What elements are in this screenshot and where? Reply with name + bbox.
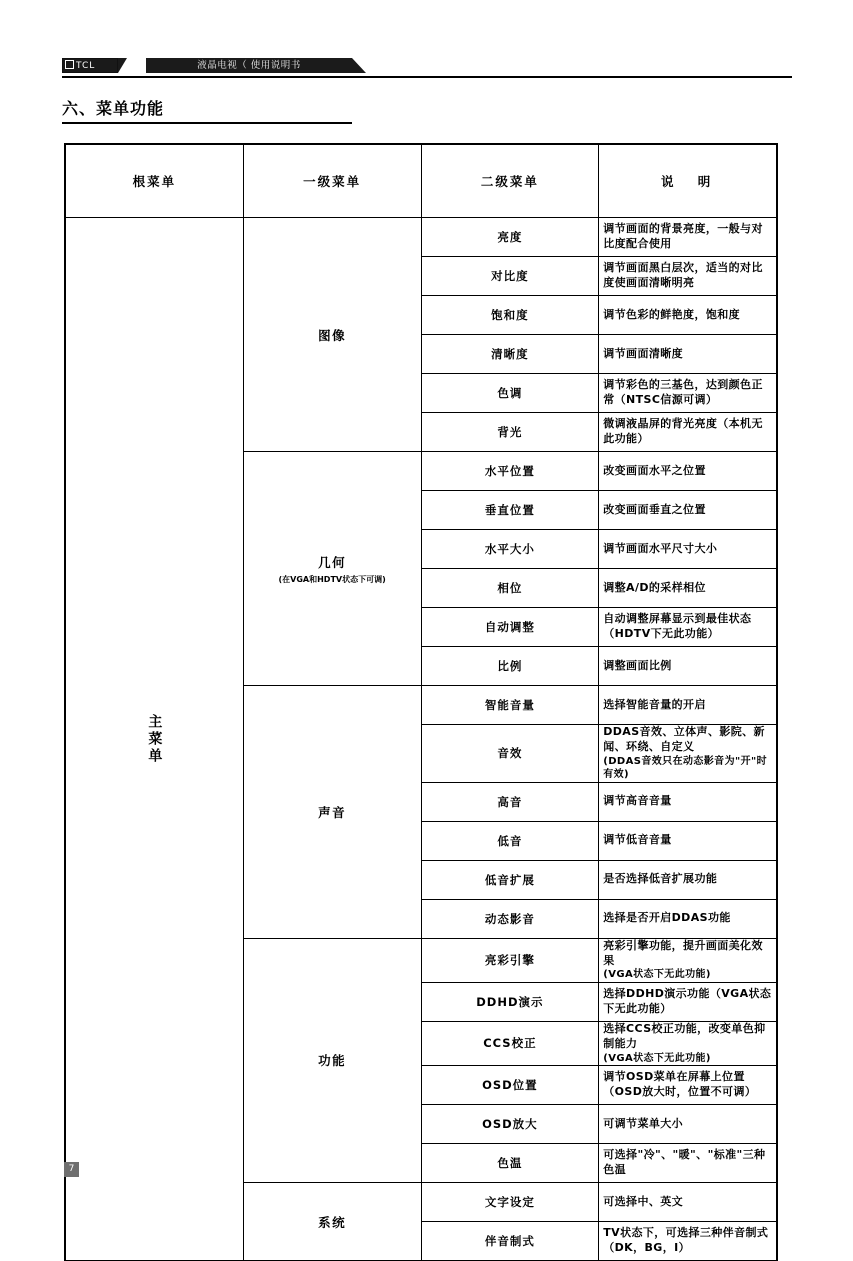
desc-line1: 改变画面水平之位置: [603, 463, 706, 477]
cell-level2: 比例: [421, 647, 599, 686]
desc-line1: 调节画面水平尺寸大小: [603, 541, 718, 555]
cell-level1-sound: [243, 686, 421, 939]
cell-description: [599, 1144, 777, 1183]
cell-description: [599, 218, 777, 257]
cell-level2: 饱和度: [421, 296, 599, 335]
cell-level2: 动态影音: [421, 899, 599, 938]
cell-description: [599, 296, 777, 335]
desc-line1: 选择CCS校正功能，改变单色抑制能力: [603, 1021, 766, 1050]
cell-description: [599, 725, 777, 783]
cell-level1-system: [243, 1183, 421, 1261]
cell-level2: 自动调整: [421, 608, 599, 647]
level1-label: 几何: [318, 554, 347, 570]
cell-description: [599, 982, 777, 1021]
section-underline: [62, 122, 352, 124]
desc-line1: 自动调整屏幕显示到最佳状态（HDTV下无此功能）: [603, 612, 752, 640]
cell-description: [599, 686, 777, 725]
desc-line1: 选择智能音量的开启: [603, 697, 706, 711]
cell-description: [599, 374, 777, 413]
header-level2-menu: 二级菜单: [421, 145, 599, 218]
cell-description: [599, 1021, 777, 1065]
cell-description: [599, 608, 777, 647]
cell-level2: 背光: [421, 413, 599, 452]
desc-line1: TV状态下，可选择三种伴音制式（DK，BG，I）: [603, 1226, 769, 1255]
root-menu-label: 主菜单: [146, 713, 163, 765]
brand-logo: [62, 58, 118, 73]
cell-level2: 高音: [421, 782, 599, 821]
header-level1-menu: 一级菜单: [243, 145, 421, 218]
desc-line1: 是否选择低音扩展功能: [603, 872, 718, 886]
section-title: 六、菜单功能: [62, 99, 165, 118]
cell-description: [599, 782, 777, 821]
cell-level2: 文字设定: [421, 1183, 599, 1222]
desc-line1: 调节画面清晰度: [603, 346, 684, 360]
level1-label: 功能: [318, 1053, 347, 1069]
cell-level2: 音效: [421, 725, 599, 783]
menu-function-table: [65, 144, 777, 1261]
brand-name: TCL: [76, 61, 96, 71]
desc-line1: 调节OSD菜单在屏幕上位置（OSD放大时，位置不可调）: [603, 1070, 757, 1099]
cell-level2: CCS校正: [421, 1021, 599, 1065]
desc-line1: 调节低音音量: [603, 833, 672, 847]
desc-line1: 可选择"冷"、"暖"、"标准"三种色温: [603, 1148, 766, 1177]
header-description: 说 明: [599, 145, 777, 218]
table-row: [66, 218, 777, 257]
cell-level2: 亮度: [421, 218, 599, 257]
cell-description: [599, 899, 777, 938]
cell-description: [599, 1066, 777, 1105]
desc-line1: 可选择中、英文: [603, 1194, 684, 1208]
cell-level1-geometry: [243, 452, 421, 686]
cell-level2: OSD放大: [421, 1105, 599, 1144]
desc-line1: 选择是否开启DDAS功能: [603, 911, 731, 925]
cell-level2: 清晰度: [421, 335, 599, 374]
document-title: 液晶电视（ 使用说明书: [197, 60, 301, 71]
desc-line2: (VGA状态下无此功能): [603, 969, 711, 981]
desc-line1: 调节色彩的鲜艳度，饱和度: [603, 307, 741, 321]
desc-line1: 调节彩色的三基色，达到颜色正常（NTSC信源可调）: [603, 378, 763, 406]
cell-description: [599, 257, 777, 296]
desc-line1: 调整画面比例: [603, 658, 672, 672]
desc-line2: (DDAS音效只在动态影音为"开"时有效): [603, 755, 767, 781]
desc-line1: 改变画面垂直之位置: [603, 502, 706, 516]
cell-root-menu: [66, 218, 244, 1261]
cell-level1-function: [243, 938, 421, 1182]
cell-level2: 对比度: [421, 257, 599, 296]
cell-description: [599, 860, 777, 899]
desc-line2: (VGA状态下无此功能): [603, 1052, 711, 1064]
desc-line1: 调整A/D的采样相位: [603, 580, 706, 594]
level1-label: 图像: [318, 327, 347, 343]
cell-description: [599, 1222, 777, 1261]
level1-label: 系统: [318, 1214, 347, 1230]
desc-line1: 可调节菜单大小: [603, 1116, 684, 1130]
cell-level2: 色调: [421, 374, 599, 413]
desc-line1: 调节画面的背景亮度，一般与对比度配合使用: [603, 222, 763, 250]
cell-description: [599, 938, 777, 982]
header-root-menu: 根菜单: [66, 145, 244, 218]
cell-level2: 水平大小: [421, 530, 599, 569]
cell-level2: OSD位置: [421, 1066, 599, 1105]
level1-note: (在VGA和HDTV状态下可调): [278, 574, 386, 584]
desc-line1: 微调液晶屏的背光亮度（本机无此功能）: [603, 417, 763, 445]
header-title-plate: [146, 58, 352, 73]
page-header: [62, 58, 792, 80]
cell-description: [599, 821, 777, 860]
cell-level2: 垂直位置: [421, 491, 599, 530]
cell-description: [599, 569, 777, 608]
desc-line1: DDAS音效、立体声、影院、新闻、环绕、自定义: [603, 725, 765, 753]
cell-description: [599, 452, 777, 491]
cell-description: [599, 413, 777, 452]
cell-level1-image: [243, 218, 421, 452]
cell-level2: 亮彩引擎: [421, 938, 599, 982]
cell-level2: 水平位置: [421, 452, 599, 491]
cell-description: [599, 530, 777, 569]
logo-square-icon: [65, 60, 74, 69]
logo-wedge-icon: [118, 58, 127, 73]
cell-description: [599, 1105, 777, 1144]
cell-description: [599, 647, 777, 686]
cell-description: [599, 1183, 777, 1222]
desc-line1: 调节画面黑白层次，适当的对比度使画面清晰明亮: [603, 261, 763, 289]
cell-description: [599, 491, 777, 530]
cell-level2: 伴音制式: [421, 1222, 599, 1261]
page-number: 7: [64, 1162, 79, 1177]
table-header-row: [66, 145, 777, 218]
level1-label: 声音: [318, 804, 347, 820]
cell-level2: 低音扩展: [421, 860, 599, 899]
cell-level2: 智能音量: [421, 686, 599, 725]
desc-line1: 调节高音音量: [603, 794, 672, 808]
cell-level2: 低音: [421, 821, 599, 860]
cell-level2: DDHD演示: [421, 982, 599, 1021]
desc-line1: 选择DDHD演示功能（VGA状态下无此功能）: [603, 987, 772, 1015]
cell-level2: 色温: [421, 1144, 599, 1183]
header-wedge-icon: [352, 58, 366, 73]
section-heading: [62, 96, 362, 124]
cell-level2: 相位: [421, 569, 599, 608]
cell-description: [599, 335, 777, 374]
header-rule: [62, 76, 792, 78]
desc-line1: 亮彩引擎功能，提升画面美化效果: [603, 938, 763, 967]
